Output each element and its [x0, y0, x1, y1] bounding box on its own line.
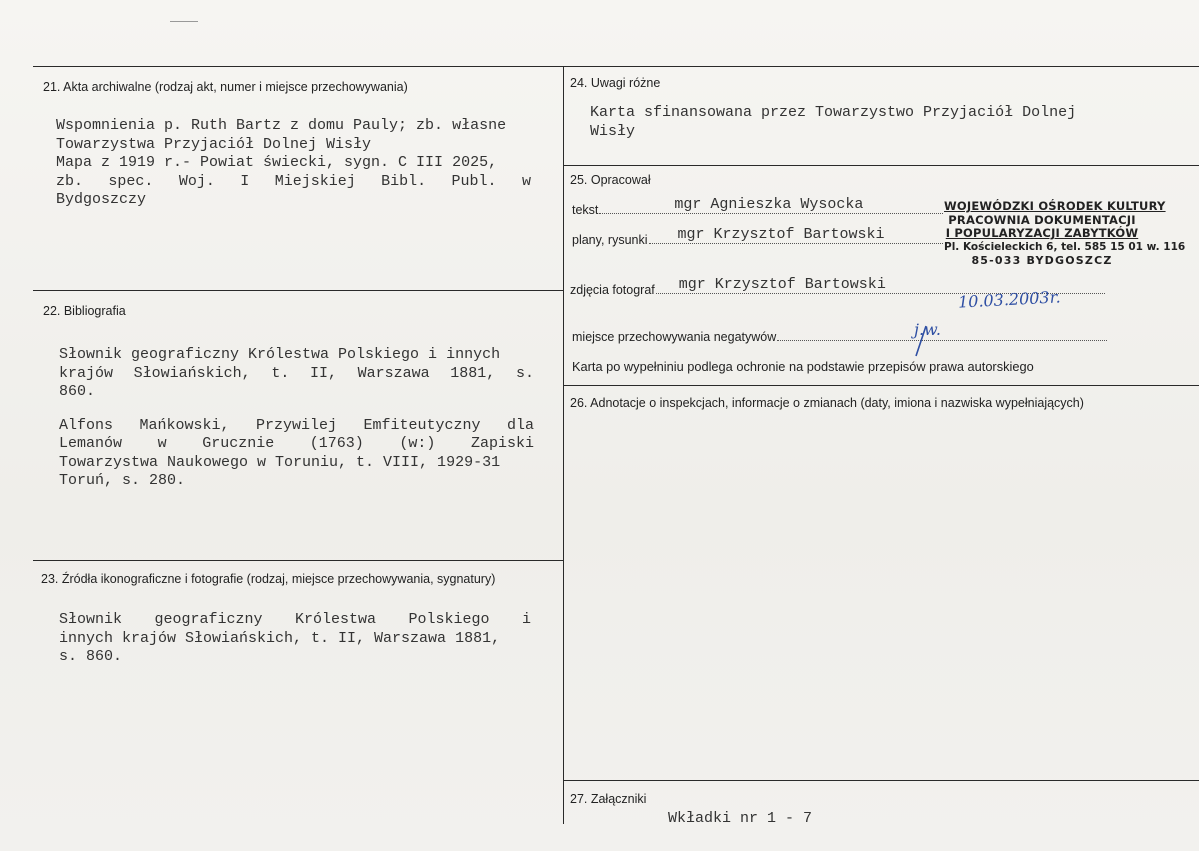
stamp-line-3: I POPULARYZACJI ZABYTKÓW — [945, 226, 1139, 240]
handwritten-date: 10.03.2003r. — [957, 287, 1062, 312]
stamp-line-2: PRACOWNIA DOKUMENTACJI — [948, 212, 1136, 227]
institution-stamp — [944, 199, 1186, 268]
field-negatywy-label: miejsce przechowywania negatywów — [572, 330, 777, 344]
handwritten-jw: j.w. — [914, 320, 941, 339]
text-line: Towarzystwa Naukowego w Toruniu, t. VIII, 1929-31 — [59, 453, 501, 471]
divider-25-26 — [563, 385, 1199, 386]
section-24-title: 24. Uwagi różne — [570, 76, 661, 90]
section-21-text — [56, 117, 531, 210]
text-line: Toruń, s. 280. — [59, 472, 186, 489]
text-line: Mapa z 1919 r.- Powiat świecki, sygn. C III 2025, — [56, 154, 498, 171]
divider-22-23 — [33, 560, 564, 561]
text-line: Wspomnienia p. Ruth Bartz z domu Pauly; zb. własne — [56, 117, 507, 134]
text-line: Wisły — [590, 122, 636, 140]
field-negatywy — [572, 330, 1108, 344]
stamp-line-4: Pl. Kościeleckich 6, tel. 585 15 01 w. 116 — [944, 240, 1186, 253]
text-line: Karta sfinansowana przez Towarzystwo Przyjaciół Dolnej — [590, 104, 1077, 121]
section-24-text — [590, 104, 1076, 141]
section-22-title: 22. Bibliografia — [43, 304, 126, 318]
section-21-title: 21. Akta archiwalne (rodzaj akt, numer i miejsce przechowywania) — [43, 80, 408, 94]
text-line-justified: Lemanów w Grucznie (1763) (w:) Zapiski — [59, 435, 534, 452]
text-line: Bydgoszczy — [56, 191, 147, 208]
text-line: Słownik geograficzny Królestwa Polskiego i innych — [59, 346, 501, 363]
text-line: innych krajów Słowiańskich, t. II, Warszawa 1881, — [59, 629, 501, 647]
section-25-title: 25. Opracował — [570, 173, 651, 187]
field-zdjecia-value: mgr Krzysztof Bartowski — [678, 276, 886, 293]
copyright-note: Karta po wypełniniu podlega ochronie na podstawie przepisów prawa autorskiego — [572, 359, 1034, 374]
text-line-justified: zb. spec. Woj. I Miejskiej Bibl. Publ. w — [56, 172, 531, 190]
field-zdjecia-label: zdjęcia fotograf — [570, 283, 655, 297]
divider-26-27 — [563, 780, 1199, 781]
divider-21-22 — [33, 290, 564, 291]
section-26-title: 26. Adnotacje o inspekcjach, informacje o zmianach (daty, imiona i nazwiska wypełniających) — [570, 396, 1084, 410]
section-23-text — [59, 611, 531, 667]
section-27-title: 27. Załączniki — [570, 792, 647, 806]
divider-24-25 — [563, 165, 1199, 166]
column-divider — [563, 66, 564, 824]
frame-top-line — [33, 66, 1199, 67]
field-tekst — [572, 196, 944, 217]
text-line-justified: Alfons Mańkowski, Przywilej Emfiteutyczny dla — [59, 416, 534, 434]
section-27-value: Wkładki nr 1 - 7 — [668, 810, 813, 827]
stamp-line-5: 85-033 BYDGOSZCZ — [971, 254, 1113, 267]
text-line: s. 860. — [59, 648, 123, 665]
field-tekst-value: mgr Agnieszka Wysocka — [674, 196, 864, 213]
section-22-text — [59, 346, 534, 491]
field-plany-value: mgr Krzysztof Bartowski — [677, 226, 885, 243]
handwritten-stroke — [910, 324, 930, 358]
field-plany — [572, 226, 944, 247]
text-line: Towarzystwa Przyjaciół Dolnej Wisły — [56, 135, 372, 153]
stamp-line-1: WOJEWÓDZKI OŚRODEK KULTURY — [944, 199, 1166, 213]
field-tekst-label: tekst — [572, 203, 599, 217]
text-line-justified: krajów Słowiańskich, t. II, Warszawa 1881, s. — [59, 364, 534, 382]
text-line-justified: Słownik geograficzny Królestwa Polskiego i — [59, 611, 531, 628]
text-line: 860. — [59, 383, 96, 400]
section-23-title: 23. Źródła ikonograficzne i fotografie (rodzaj, miejsce przechowywania, sygnatury) — [41, 572, 496, 586]
field-plany-label: plany, rysunki — [572, 233, 648, 247]
top-mark — [170, 21, 198, 22]
